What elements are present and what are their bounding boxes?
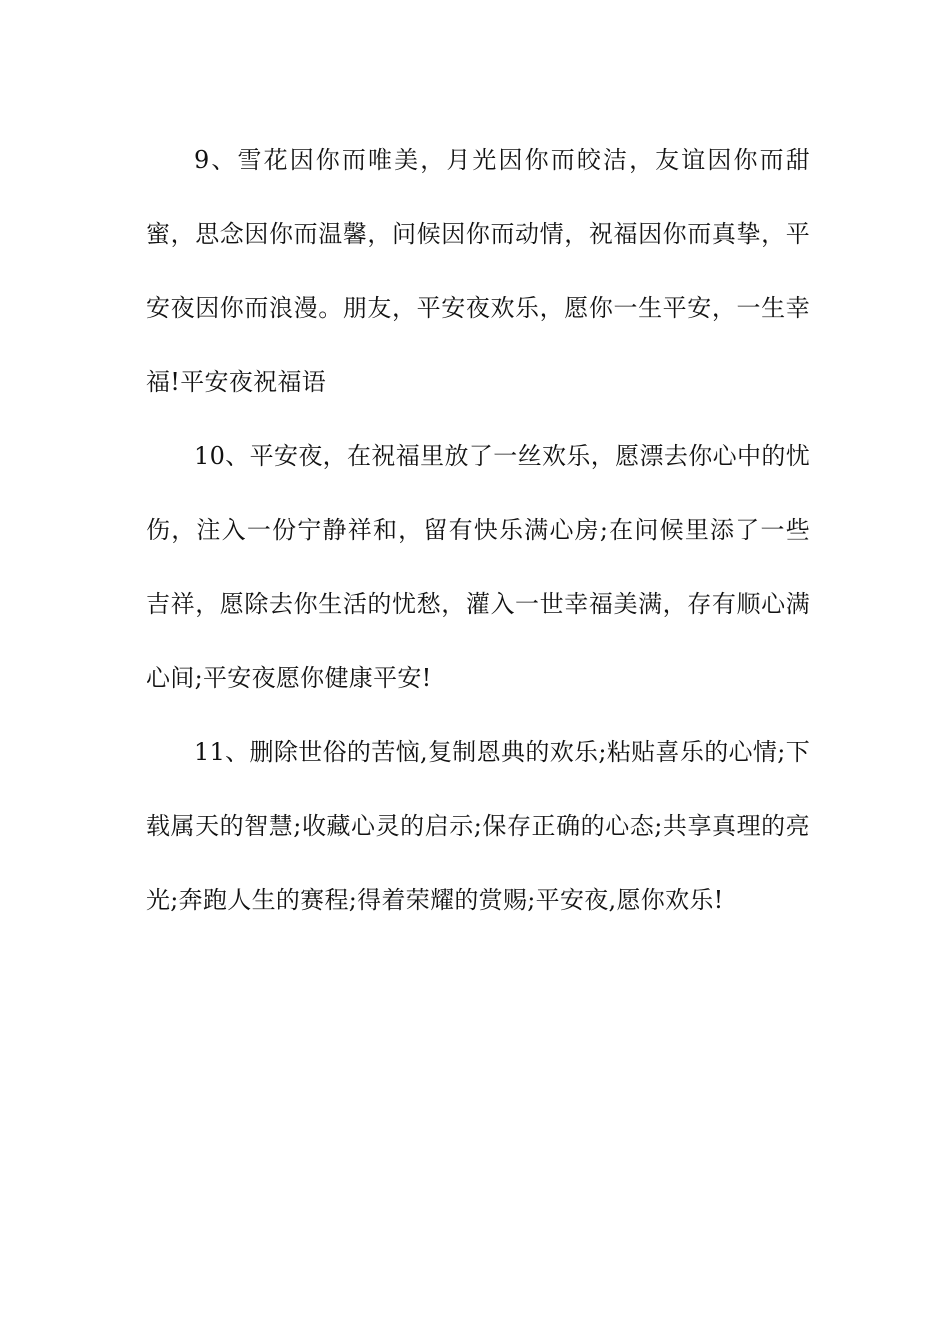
- paragraph-10: 10、平安夜，在祝福里放了一丝欢乐，愿漂去你心中的忧伤，注入一份宁静祥和，留有快乐满心房;在问候里添了一些吉祥，愿除去你生活的忧愁，灌入一世幸福美满，存有顺心满心间;平安夜愿你健康平安!: [146, 442, 810, 692]
- paragraph-9: 9、雪花因你而唯美，月光因你而皎洁，友谊因你而甜蜜，思念因你而温馨，问候因你而动情，祝福因你而真挚，平安夜因你而浪漫。朋友，平安夜欢乐，愿你一生平安，一生幸福!平安夜祝福语: [146, 146, 810, 396]
- paragraph-11: 11、删除世俗的苦恼,复制恩典的欢乐;粘贴喜乐的心情;下载属天的智慧;收藏心灵的启示;保存正确的心态;共享真理的亮光;奔跑人生的赛程;得着荣耀的赏赐;平安夜,愿你欢乐!: [146, 738, 810, 914]
- document-body: [146, 123, 810, 937]
